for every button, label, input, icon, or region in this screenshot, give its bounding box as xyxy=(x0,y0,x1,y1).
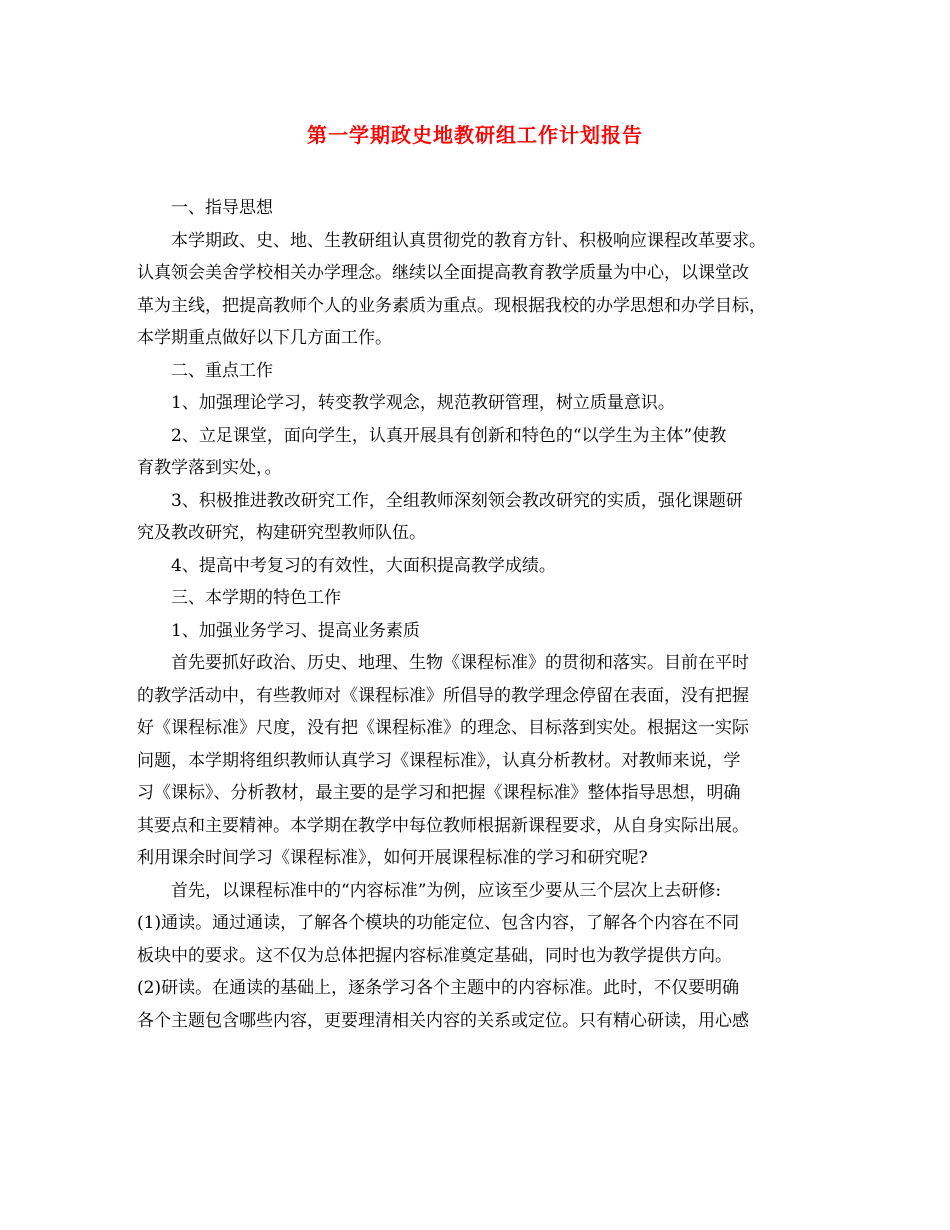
text-line: 二、重点工作 xyxy=(171,360,273,381)
text-line: 2、立足课堂，面向学生，认真开展具有创新和特色的“以学生为主体”使教 xyxy=(171,425,727,446)
text-line: 板块中的要求。这不仅为总体把握内容标准奠定基础，同时也为教学提供方向。 xyxy=(137,945,732,966)
text-line: 首先，以课程标准中的“内容标准”为例，应该至少要从三个层次上去研修: xyxy=(171,880,722,901)
text-line: 认真领会美舍学校相关办学理念。继续以全面提高教育教学质量为中心，以课堂改 xyxy=(137,263,749,283)
text-line: 的教学活动中，有些教师对《课程标准》所倡导的教学理念停留在表面，没有把握 xyxy=(137,685,749,706)
text-line: 好《课程标准》尺度，没有把《课程标准》的理念、目标落到实处。根据这一实际 xyxy=(137,718,749,738)
page-title: 第一学期政史地教研组工作计划报告 xyxy=(307,123,643,147)
text-line: 其要点和主要精神。本学期在教学中每位教师根据新课程要求，从自身实际出展。 xyxy=(137,815,749,836)
text-line: 一、指导思想 xyxy=(171,198,273,218)
text-line: (2)研读。在通读的基础上，逐条学习各个主题中的内容标准。此时，不仅要明确 xyxy=(137,978,740,998)
text-line: 问题，本学期将组织教师认真学习《课程标准》，认真分析教材。对教师来说，学 xyxy=(137,750,741,771)
text-line: 三、本学期的特色工作 xyxy=(171,588,341,608)
text-line: 各个主题包含哪些内容，更要理清相关内容的关系或定位。只有精心研读，用心感 xyxy=(137,1010,749,1031)
text-line: 本学期政、史、地、生教研组认真贯彻党的教育方针、积极响应课程改革要求。 xyxy=(171,230,766,251)
text-line: 1、加强业务学习、提高业务素质 xyxy=(171,620,420,641)
text-line: 习《课标》、分析教材，最主要的是学习和把握《课程标准》整体指导思想，明确 xyxy=(137,783,741,803)
text-line: 1、加强理论学习，转变教学观念，规范教研管理，树立质量意识。 xyxy=(171,393,675,413)
document-body xyxy=(137,192,817,1037)
text-line: 究及教改研究，构建研究型教师队伍。 xyxy=(137,523,426,543)
text-line: 本学期重点做好以下几方面工作。 xyxy=(137,328,392,348)
text-line: 育教学落到实处，。 xyxy=(137,458,282,478)
text-line: (1)通读。通过通读，了解各个模块的功能定位、包含内容，了解各个内容在不同 xyxy=(137,913,740,933)
text-line: 利用课余时间学习《课程标准》，如何开展课程标准的学习和研究呢? xyxy=(137,848,648,868)
text-line: 首先要抓好政治、历史、地理、生物《课程标准》的贯彻和落实。目前在平时 xyxy=(171,653,749,673)
text-line: 革为主线，把提高教师个人的业务素质为重点。现根据我校的办学思想和办学目标， xyxy=(137,295,766,316)
text-line: 4、提高中考复习的有效性，大面积提高教学成绩。 xyxy=(171,555,556,576)
text-line: 3、积极推进教改研究工作，全组教师深刻领会教改研究的实质，强化课题研 xyxy=(171,490,743,511)
